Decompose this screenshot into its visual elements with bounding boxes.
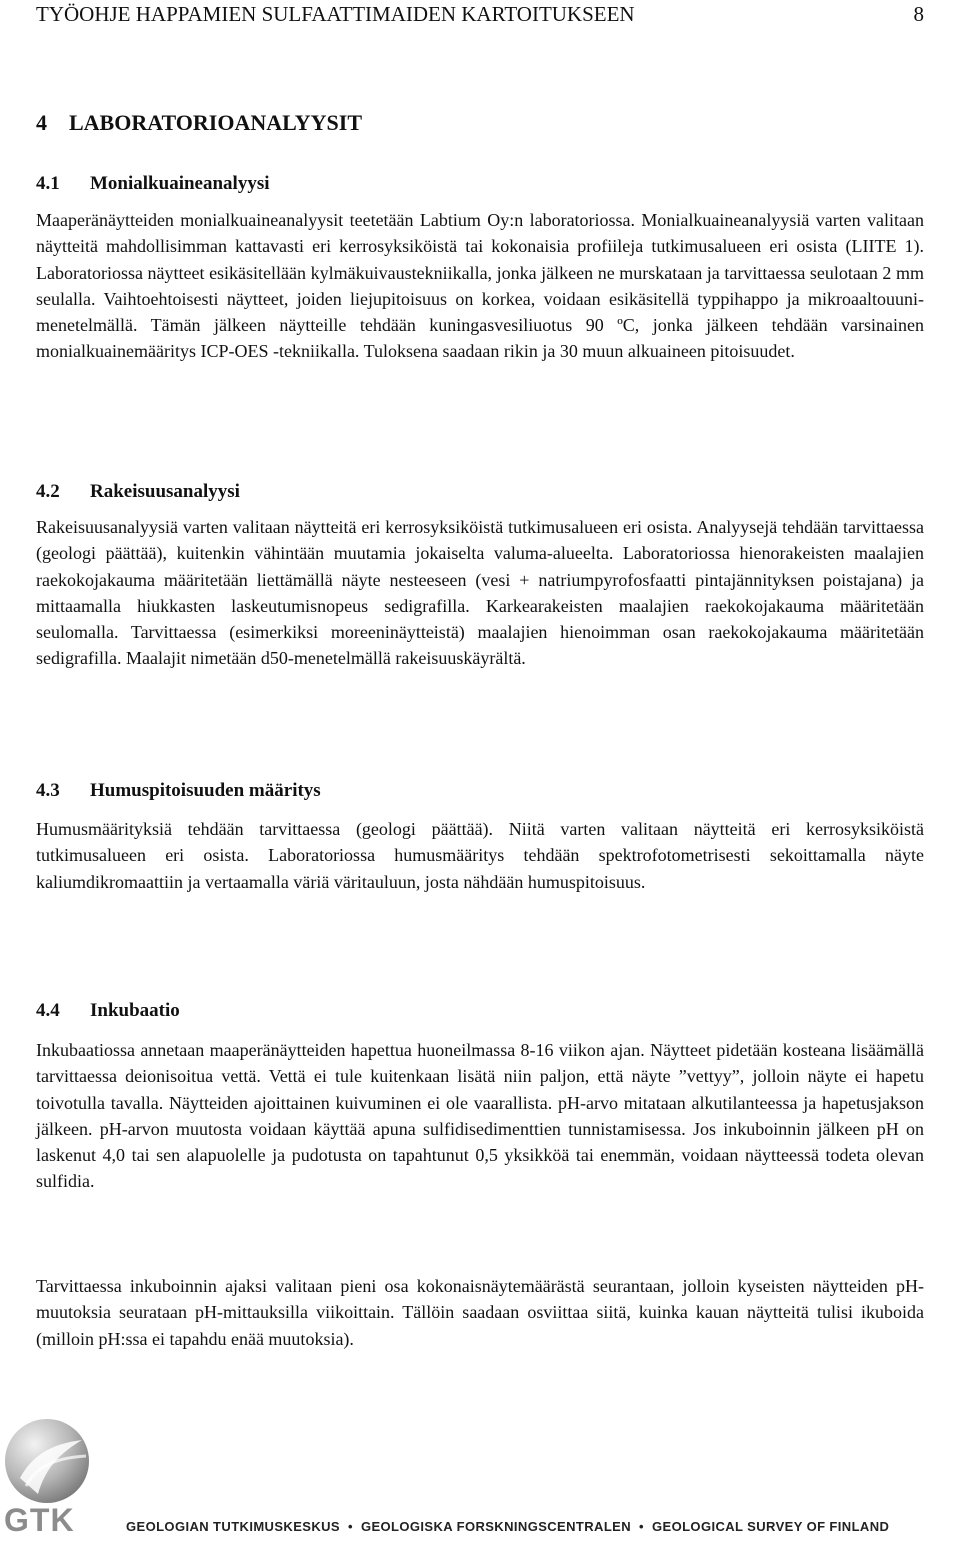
paragraph: Maaperänäytteiden monialkuaineanalyysit teetetään Labtium Oy:n laboratoriossa. Monialkuaineanalyysiä varten valitaan näytteitä mahdollisimman kattavasti eri kerrosyksiköistä tai kokonaisia profiileja tutkimusalueen eri osista (LIITE 1). Laboratoriossa näytteet esikäsitellään kylmäkuivaustekniikalla, jonka jälkeen ne murskataan ja tarvittaessa seulotaan 2 mm seulalla. Vaihtoehtoisesti näytteet, joiden liejupitoisuus on korkea, voidaan esikäsitellä typpihappo ja mikroaaltouuni-menetelmällä. Tämän jälkeen näytteille tehdään kuningasvesiliuotus 90 ºC, jonka jälkeen tehdään varsinainen monialkuainemääritys ICP-OES -tekniikalla. Tuloksena saadaan rikin ja 30 muun alkuaineen pitoisuudet. (36, 210, 924, 362)
section-title: Rakeisuusanalyysi (90, 481, 240, 502)
section-number: 4.4 (36, 1000, 60, 1021)
section-heading-4-1 (36, 171, 270, 197)
chapter-heading (36, 108, 362, 138)
paragraph: Rakeisuusanalyysiä varten valitaan näytteitä eri kerrosyksiköistä tutkimusalueen eri osista. Analyysejä tehdään tarvittaessa (geologi päättää), kuitenkin vähintään muutamia jokaiselta valuma-alueelta. Laboratoriossa hienorakeisten maalajien raekokojakauma määritetään liettämällä näyte nesteeseen (vesi + natriumpyrofosfaatti pintajännityksen poistajana) ja mittaamalla hiukkasten laskeutumisnopeus sedigrafilla. Karkearakeisten maalajien raekokojakauma määritetään seulomalla. Tarvittaessa (esimerkiksi moreeninäytteistä) maalajien hienoimman osan raekokojakauma määritetään sedigrafilla. Maalajit nimetään d50-menetelmällä rakeisuuskäyrältä. (36, 517, 924, 669)
organization-names (126, 1518, 889, 1536)
separator-dot: • (639, 1519, 644, 1534)
section-heading-4-4 (36, 998, 180, 1024)
page-footer (0, 1410, 960, 1541)
chapter-number: 4 (36, 110, 47, 135)
gtk-logo-text: GTK (4, 1502, 75, 1538)
document-title: TYÖOHJE HAPPAMIEN SULFAATTIMAIDEN KARTOITUKSEEN (36, 2, 635, 26)
paragraph: Humusmäärityksiä tehdään tarvittaessa (geologi päättää). Niitä varten valitaan näytteitä eri kerrosyksiköistä tutkimusalueen eri osista. Laboratoriossa humusmääritys tehdään spektrofotometrisesti sekoittamalla näyte kaliumdikromaattiin ja vertaamalla väriä väritauluun, josta nähdään humuspitoisuus. (36, 819, 924, 892)
org-name-en: GEOLOGICAL SURVEY OF FINLAND (652, 1519, 890, 1534)
org-name-sv: GEOLOGISKA FORSKNINGSCENTRALEN (360, 1519, 632, 1534)
org-name-fi: GEOLOGIAN TUTKIMUSKESKUS (126, 1519, 340, 1534)
chapter-title: LABORATORIOANALYYSIT (69, 110, 363, 135)
section-title: Inkubaatio (90, 1000, 180, 1021)
paragraph: Tarvittaessa inkuboinnin ajaksi valitaan pieni osa kokonaisnäytemäärästä seurantaan, jolloin kyseisten näytteiden pH-muutoksia seurataan pH-mittauksilla viikoittain. Tällöin saadaan osviittaa siitä, kuinka kauan näytteitä tulisi ikuboida (milloin pH:ssa ei tapahdu enää muutoksia). (36, 1276, 924, 1349)
section-heading-4-2 (36, 479, 240, 505)
separator-dot: • (348, 1519, 353, 1534)
section-title: Humuspitoisuuden määritys (90, 780, 321, 801)
section-number: 4.1 (36, 173, 60, 194)
page-number: 8 (913, 2, 924, 26)
section-number: 4.2 (36, 481, 60, 502)
paragraph: Inkubaatiossa annetaan maaperänäytteiden hapettua huoneilmassa 8-16 viikon ajan. Näytteet pidetään kosteana lisäämällä tarvittaessa deionisoitua vettä. Vettä ei tule kuitenkaan lisätä niin paljon, että näyte ”vettyy”, jolloin näyte ei hapetu toivotulla tavalla. Näytteiden ajoittainen kuivuminen ei ole vaarallista. pH-arvo mitataan alkutilanteessa ja hapetusjakson jälkeen. pH-arvon muutosta voidaan käyttää apuna sulfidisedimenttien tunnistamisessa. Jos inkuboinnin jälkeen pH on laskenut 4,0 tai sen alapuolelle ja pudotusta on tapahtunut 0,5 yksikköä tai enemmän, voidaan näytteessä todeta olevan sulfidia. (36, 1040, 924, 1192)
section-heading-4-3 (36, 778, 321, 804)
gtk-logo-icon (2, 1416, 92, 1506)
running-header (36, 0, 924, 28)
section-number: 4.3 (36, 780, 60, 801)
section-title: Monialkuaineanalyysi (90, 173, 270, 194)
